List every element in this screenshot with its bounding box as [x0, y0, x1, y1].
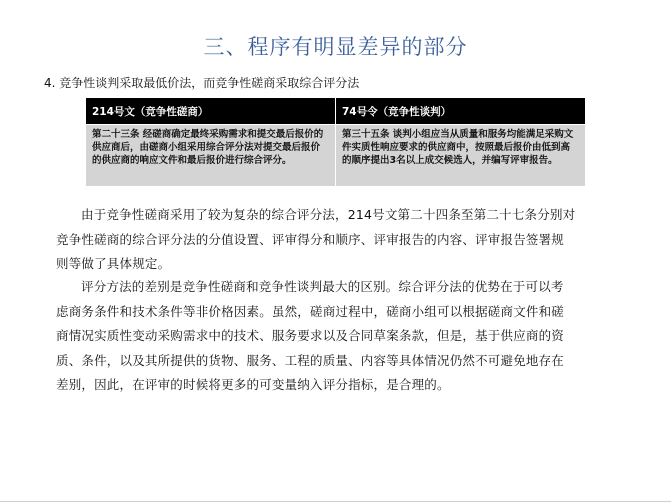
- body-paragraph-1: 由于竞争性磋商采用了较为复杂的综合评分法，214号文第二十四条至第二十七条分别对竞争性磋商的综合评分法的分值设置、评审得分和顺序、评审报告的内容、评审报告签署规则等做了具体规定。: [56, 207, 576, 271]
- table-cell-214-article: 第二十三条 经磋商确定最终采购需求和提交最后报价的供应商后，由磋商小组采用综合评分法对提交最后报价的供应商的响应文件和最后报价进行综合评分。: [86, 125, 336, 187]
- table-cell-74-article: 第三十五条 谈判小组应当从质量和服务均能满足采购文件实质性响应要求的供应商中，按照最后报价由低到高的顺序提出3名以上成交候选人，并编写评审报告。: [336, 125, 586, 187]
- bottom-divider: [0, 501, 671, 502]
- table-row: [86, 125, 585, 187]
- comparison-table: [86, 98, 585, 186]
- table-header-cell-74: 74号令（竞争性谈判）: [336, 98, 586, 125]
- point-heading: 4. 竞争性谈判采取最低价法，而竞争性磋商采取综合评分法: [44, 76, 360, 90]
- table-header-row: [86, 98, 585, 125]
- body-paragraph-2: 评分方法的差别是竞争性磋商和竞争性谈判最大的区别。综合评分法的优势在于可以考虑商务条件和技术条件等非价格因素。虽然，磋商过程中，磋商小组可以根据磋商文件和磋商情况实质性变动采购需求中的技术、服务要求以及合同草案条款，但是，基于供应商的资质、条件，以及其所提供的货物、服务、工程的质量、内容等具体情况仍然不可避免地存在差别，因此，在评审的时候将更多的可变量纳入评分指标，是合理的。: [56, 279, 565, 392]
- table-header-cell-214: 214号文（竞争性磋商）: [86, 98, 336, 125]
- slide-title: 三、程序有明显差异的部分: [203, 35, 468, 59]
